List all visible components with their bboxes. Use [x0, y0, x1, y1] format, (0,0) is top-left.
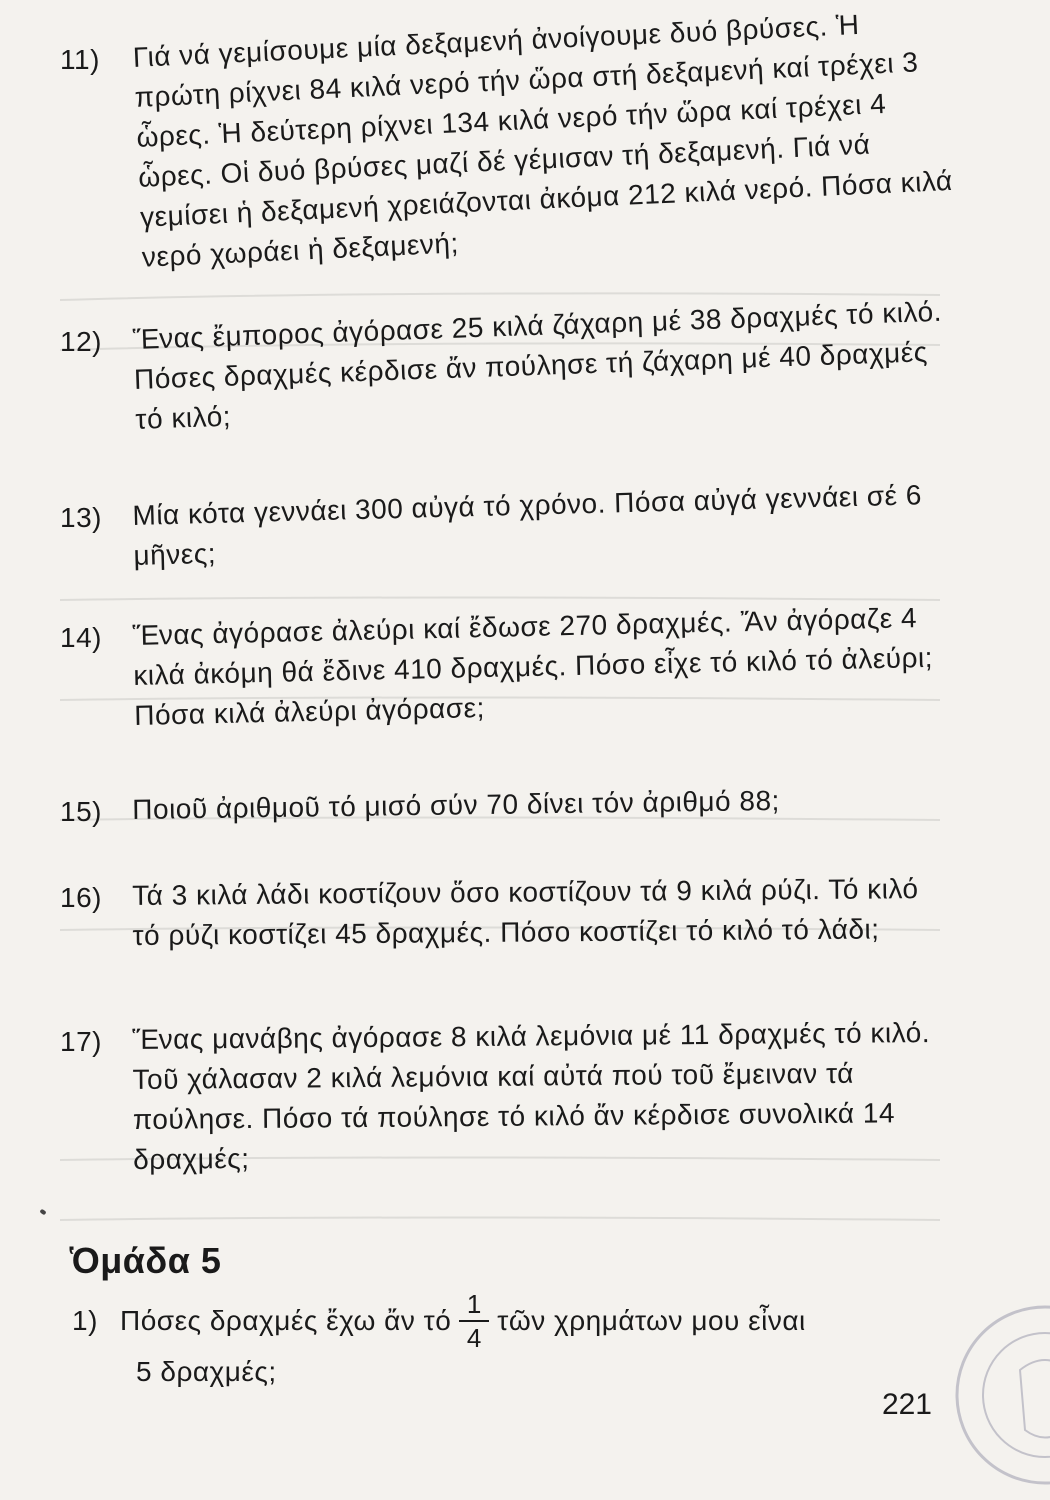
- problem-17: [60, 1017, 950, 1180]
- problem-text: Ἕνας ἔμπορος ἀγόρασε 25 κιλά ζάχαρη μέ 38 δραχμές τό κιλό. Πόσες δραχμές κέρδισε ἄν πούλησε τή ζάχαρη μέ 40 δραχμές τό κιλό;: [132, 295, 943, 435]
- group5-problem-1: [72, 1290, 972, 1394]
- problem-line: [72, 1290, 972, 1352]
- problem-11: [60, 9, 954, 278]
- problem-number: 16): [60, 882, 102, 913]
- problem-text: Ἕνας ἀγόρασε ἀλεύρι καί ἔδωσε 270 δραχμές. Ἄν ἀγόραζε 4 κιλά ἀκόμη θά ἔδινε 410 δραχμές. Πόσο εἶχε τό κιλό τό ἀλεύρι; Πόσα κιλά ἀλεύρι ἀγόρασε;: [132, 602, 934, 731]
- problem-text: Μία κότα γεννάει 300 αὐγά τό χρόνο. Πόσα αὐγά γεννάει σέ 6 μῆνες;: [132, 479, 923, 571]
- problem-number: 15): [60, 796, 102, 827]
- problem-text-before-fraction: Πόσες δραχμές ἔχω ἄν τό: [120, 1305, 452, 1336]
- library-stamp-icon: [950, 1300, 1050, 1490]
- problem-text: Ποιοῦ ἀριθμοῦ τό μισό σύν 70 δίνει τόν ἀριθμό 88;: [132, 784, 781, 825]
- problem-list: [60, 9, 954, 1180]
- problem-number: 11): [60, 44, 100, 75]
- problem-number: 14): [60, 622, 102, 653]
- fraction-bar: [459, 1320, 489, 1322]
- problem-16: [60, 873, 950, 956]
- problem-number: 1): [72, 1305, 98, 1336]
- problem-15: [60, 784, 950, 832]
- section-heading: Ὁμάδα 5: [70, 1240, 222, 1281]
- problem-text: Τά 3 κιλά λάδι κοστίζουν ὅσο κοστίζουν τά 9 κιλά ρύζι. Τό κιλό τό ρύζι κοστίζει 45 δραχμές. Πόσο κοστίζει τό κιλό τό λάδι;: [132, 873, 919, 951]
- problem-number: 17): [60, 1026, 102, 1057]
- fraction-denominator: 4: [466, 1323, 482, 1353]
- fraction: [459, 1290, 489, 1352]
- problem-text-after-fraction: τῶν χρημάτων μου εἶναι: [497, 1305, 806, 1336]
- problem-number: 13): [60, 502, 102, 533]
- problem-number: 12): [60, 326, 102, 357]
- problem-text-continuation: 5 δραχμές;: [136, 1356, 277, 1387]
- problem-12: [60, 295, 950, 440]
- problem-text: Γιά νά γεμίσουμε μία δεξαμενή ἀνοίγουμε δυό βρύσες. Ἡ πρώτη ρίχνει 84 κιλά νερό τήν ὥρα στή δεξαμενή καί τρέχει 3 ὧρες. Ἡ δεύτερη ρίχνει 134 κιλά νερό τήν ὥρα καί τρέχει 4 ὧρες. Οἱ δυό βρύσες μαζί δέ γέμισαν τή δεξαμενή. Γιά νά γεμίσει ἡ δεξαμενή χρειάζονται ἀκόμα 212 κιλά νερό. Πόσα κιλά νερό χωράει ἡ δεξαμενή;: [132, 9, 954, 273]
- problem-13: [60, 479, 950, 576]
- problem-text: Ἕνας μανάβης ἀγόρασε 8 κιλά λεμόνια μέ 11 δραχμές τό κιλό. Τοῦ χάλασαν 2 κιλά λεμόνια καί αὐτά πού τοῦ ἔμειναν τά πούλησε. Πόσο τά πούλησε τό κιλό ἄν κέρδισε συνολικά 14 δραχμές;: [132, 1017, 931, 1175]
- page-number: 221: [881, 1388, 932, 1421]
- ink-speck: [39, 1209, 46, 1216]
- fraction-numerator: 1: [466, 1289, 482, 1319]
- problem-14: [60, 602, 950, 736]
